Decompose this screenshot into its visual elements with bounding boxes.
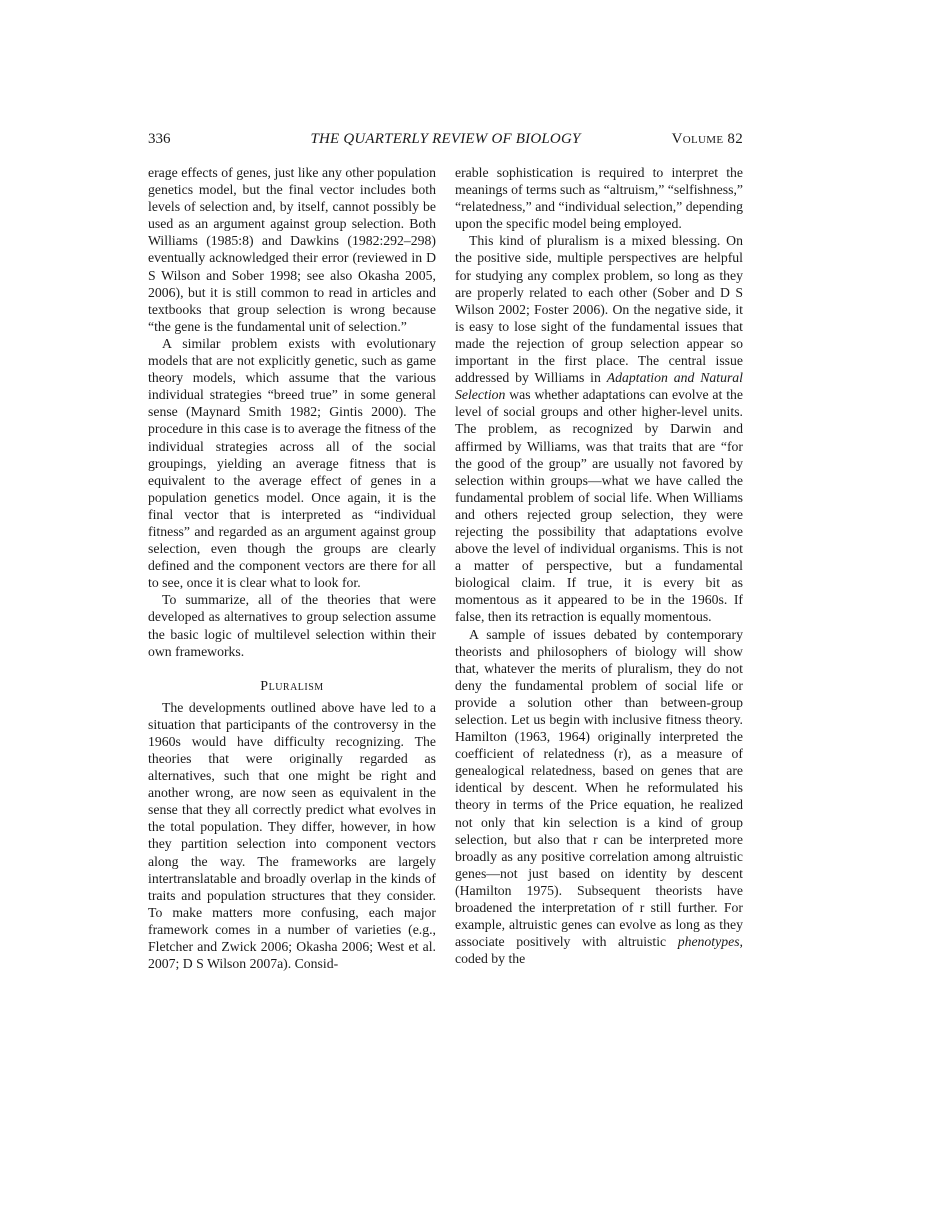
journal-title: THE QUARTERLY REVIEW OF BIOLOGY — [310, 131, 581, 147]
emphasis-italic: phenotypes, — [677, 934, 743, 950]
right-column — [455, 164, 743, 967]
paragraph: erable sophistication is required to interpret the meanings of terms such as “altruism,” “selfishness,” “relatedness,” and “individual selection,” depending upon the specific model being employed. — [455, 165, 743, 232]
paragraph: The developments outlined above have led to a situation that participants of the controversy in the 1960s would have difficulty recognizing. The theories that were originally regarded as alternatives, such that one might be right and another wrong, are now seen as equivalent in the sense that they all correctly predict what evolves in the total population. They differ, however, in how they partition selection into component vectors along the way. The frameworks are largely intertranslatable and broadly overlap in the kinds of traits and population structures that they consider. To make matters more confusing, each major framework comes in a number of varieties (e.g., Fletcher and Zwick 2006; Okasha 2006; West et al. 2007; D S Wilson 2007a). Consid- — [148, 699, 436, 972]
page-number: 336 — [148, 131, 171, 147]
paragraph-text: coded by the — [455, 951, 526, 967]
paragraph: To summarize, all of the theories that were developed as alternatives to group selection assume the basic logic of multilevel selection within their own frameworks. — [148, 592, 436, 659]
paragraph: erage effects of genes, just like any other population genetics model, but the final vector includes both levels of selection and, by itself, cannot possibly be used as an argument against group selection. Both Williams (1985:8) and Dawkins (1982:292–298) eventually acknowledged their error (reviewed in D S Wilson and Sober 1998; see also Okasha 2005, 2006), but it is still common to read in articles and textbooks that group selection is wrong because “the gene is the fundamental unit of selection.” — [148, 165, 436, 334]
running-header — [148, 130, 743, 150]
paragraph — [455, 626, 743, 968]
paragraph — [455, 232, 743, 625]
paragraph-text: A sample of issues debated by contemporary theorists and philosophers of biology will show that, whatever the merits of pluralism, they do not deny the fundamental problem of social life or provide a solution other than between-group selection. Let us begin with inclusive fitness theory. Hamilton (1963, 1964) originally interpreted the coefficient of relatedness (r), as a measure of genealogical relatedness, based on genes that are identical by descent. When he reformulated his theory in terms of the Price equation, he realized not only that kin selection is a kind of group selection, but also that r can be interpreted more broadly as any positive correlation among altruistic genes—not just based on identity by descent (Hamilton 1975). Subsequent theorists have broadened the interpretation of r still further. For example, altruistic genes can evolve as long as they associate positively with altruistic — [455, 626, 743, 950]
paragraph: A similar problem exists with evolutionary models that are not explicitly genetic, such as game theory models, which assume that the various individual strategies “breed true” in some general sense (Maynard Smith 1982; Gintis 2000). The procedure in this case is to average the fitness of the individual strategies across all of the social groupings, yielding an average fitness that is equivalent to the average effect of genes in a population genetics model. Once again, it is the final vector that is interpreted as “individual fitness” and regarded as an argument against group selection, even though the groups are clearly defined and the component vectors are there for all to see, once it is clear what to look for. — [148, 335, 436, 591]
left-column — [148, 164, 436, 972]
book-title-italic: Adaptation and Natural Selection — [455, 370, 743, 403]
volume-label: Volume 82 — [671, 131, 743, 147]
paragraph-text: This kind of pluralism is a mixed blessing. On the positive side, multiple perspectives are helpful for studying any complex problem, so long as they are properly related to each other (Sober and D S Wilson 2002; Foster 2006). On the negative side, it is easy to lose sight of the fundamental issues that made the rejection of group selection appear so important in the first place. The central issue addressed by Williams in — [455, 233, 743, 386]
paragraph-text: was whether adaptations can evolve at the level of social groups and other higher-level units. The problem, as recognized by Darwin and affirmed by Williams, was that traits that are “for the good of the group” are usually not favored by selection within groups—what we have called the fundamental problem of social life. When Williams and others rejected group selection, they were rejecting the possibility that adaptations evolve above the level of individual organisms. This is not a matter of perspective, but a fundamental biological claim. If true, it is every bit as momentous as it appeared to be in the 1960s. If false, then its retraction is equally momentous. — [455, 387, 743, 625]
section-heading: Pluralism — [260, 678, 324, 694]
